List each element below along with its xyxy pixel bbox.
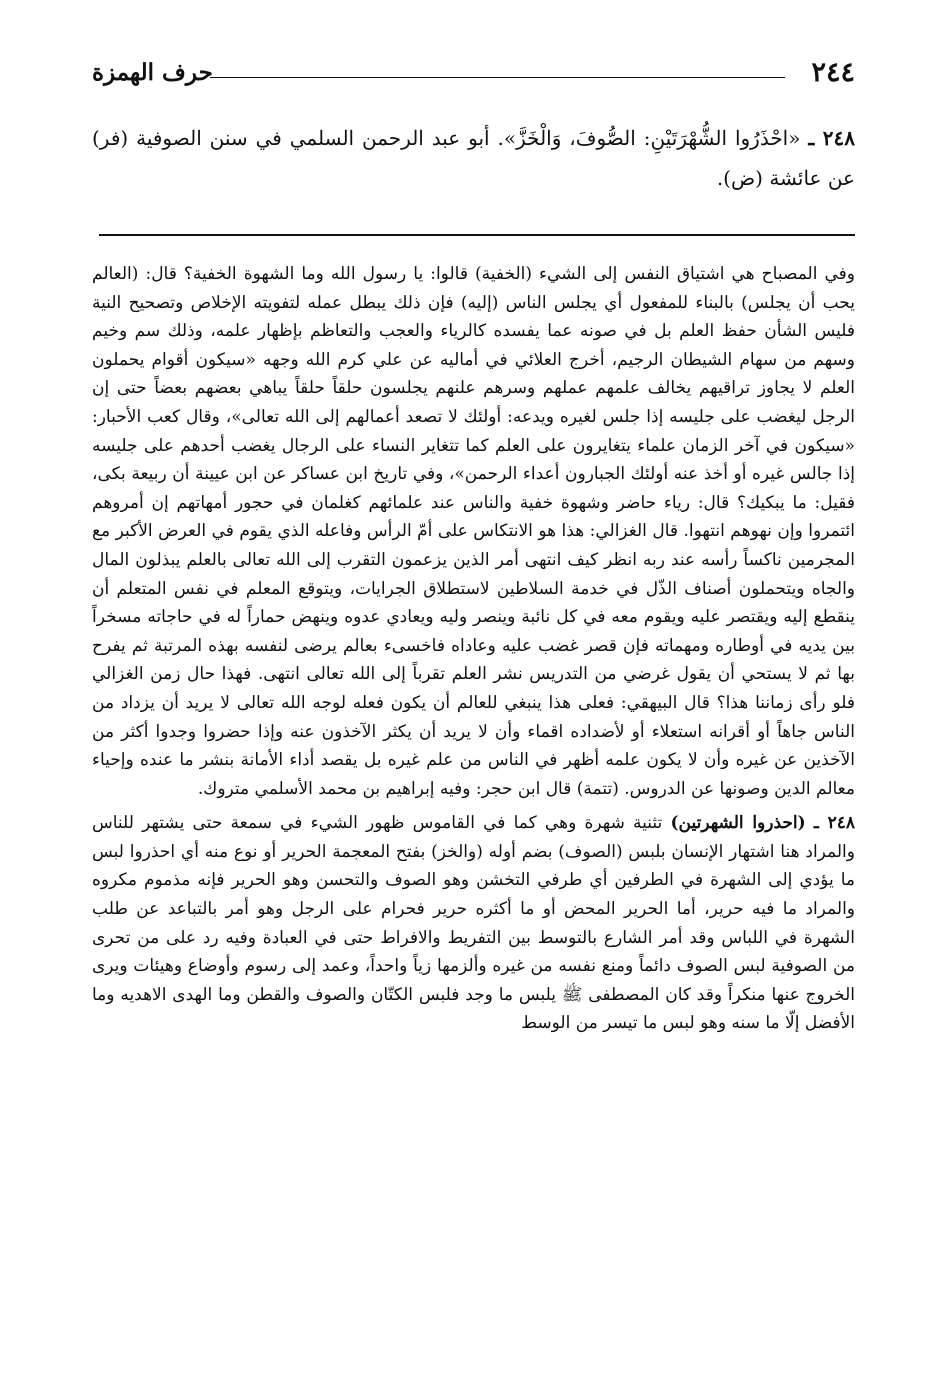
entry-number: ٢٤٨ ـ	[813, 813, 855, 834]
entry-explanation: تثنية شهرة وهي كما في القاموس ظهور الشيء في سمعة حتى يشتهر للناس والمراد هنا اشتهار الإنسان بلبس (الصوف) بضم أوله (والخز) بفتح المعجمة الحرير أو نوع منه أي احذروا لبس ما يؤدي إلى الشهرة في الطرفين أي طرفي التخشن وهو الصوف والتحسن وهو الحرير فإنه مذموم مكروه والمراد ما فيه حرير، أما الحرير المحض أو ما أكثره حرير فحرام على الرجل وهو أمر بالتباعد عن طلب الشهرة في اللباس وقد أمر الشارع بالتوسط بين التفريط والافراط حتى في العبادة وفيه رد على من تحرى من الصوفية لبس الصوف دائماً ومنع نفسه من غيره وألزمها زياً واحداً، وعمد إلى رسوم وأوضاع وهيئات ويرى الخروج عنها منكراً وقد كان المصطفى ﷺ يلبس ما وجد فلبس الكتّان والصوف والقطن وما الهدى الاهديه وما الأفضل إلّا ما سنه وهو لبس ما تيسر من الوسط	[92, 813, 855, 1034]
page-number: ٢٤٤	[811, 57, 855, 88]
entry-lemma: (احذروا الشهرتين)	[670, 813, 806, 834]
commentary-entry	[92, 809, 855, 1038]
commentary-separator	[99, 234, 855, 236]
running-head	[92, 52, 855, 94]
commentary	[92, 260, 855, 1038]
hadith-text	[92, 118, 855, 198]
hadith-quote: «احْذَرُوا الشُّهْرَتَيْنِ: الصُّوفَ، وَالْخَزَّ».	[497, 126, 801, 150]
hadith-source: أبو عبد الرحمن السلمي في سنن الصوفية (فر) عن عائشة (ض).	[92, 126, 855, 190]
chapter-title: حرف الهمزة	[92, 59, 213, 86]
header-rule	[210, 77, 785, 78]
hadith-number: ٢٤٨ ـ	[808, 126, 856, 150]
commentary-paragraph: وفي المصباح هي اشتياق النفس إلى الشيء (الخفية) قالوا: يا رسول الله وما الشهوة الخفية؟ قال: (العالم يحب أن يجلس) بالبناء للمفعول أي يجلس الناس (إليه) فإن ذلك يبطل عمله لتفويته الإخلاص وتصحيح النية فليس الشأن حفظ العلم بل في صونه عما يفسده كالرياء والعجب والتعاظم بإظهار علمه، وذلك سم وخيم وسهم من سهام الشيطان الرجيم، أخرج العلائي في أماليه عن علي كرم الله وجهه «سيكون أقوام يحملون العلم لا يجاوز تراقيهم يخالف علمهم عملهم وسرهم علنهم يجلسون حلقاً حلقاً يباهي بعضهم بعضاً حتى إن الرجل ليغضب على جليسه إذا جلس لغيره ويدعه: أولئك لا تصعد أعمالهم إلى الله تعالى»، وقال كعب الأحبار: «سيكون في آخر الزمان علماء يتغايرون على العلم كما تتغاير النساء على الرجال يغضب أحدهم على جليسه إذا جالس غيره أو أخذ عنه أولئك الجبارون أعداء الرحمن»، وفي تاريخ ابن عساكر عن ابن عيينة أن ربيعة بكى، فقيل: ما يبكيك؟ قال: رياء حاضر وشهوة خفية والناس عند علمائهم كغلمان في حجور أمهاتهم إن أمروهم ائتمروا وإن نهوهم انتهوا. قال الغزالي: هذا هو الانتكاس على أمّ الرأس وفاعله الذي يقوم في العرض الأكبر مع المجرمين ناكساً رأسه عند ربه انظر كيف انتهى أمر الذين يزعمون التقرب إلى الله تعالى بالعلم يبذلون المال والجاه ويتحملون أصناف الذّل في خدمة السلاطين لاستطلاق الجرايات، ويتوقع المعلم في نفس المتعلم أن ينقطع إليه ويقتصر عليه ويقوم معه في كل نائبة وينصر وليه ويعادي عدوه وينهض حماراً له في حاجاته مسخراً بين يديه في أوطاره ومهماته فإن قصر غضب عليه وعاداه فاخسىء بعالم يرضى لنفسه بهذه المرتبة ثم يفرح بها ثم لا يستحي أن يقول غرضي من التدريس نشر العلم تقرباً إلى الله تعالى انتهى. فهذا حال زمن الغزالي فلو رأى زماننا هذا؟ قال البيهقي: فعلى هذا ينبغي للعالم أن يكون فعله لوجه الله تعالى لا يريد أن يزداد من الناس جاهاً أو أقرانه استعلاء أو لأضداده اقماء وأن لا يريد أن يكثر الآخذون عنه وإذا حضروا وجدوا أكثر من الآخذين عن غيره وأن لا يكون علمه أظهر في الناس من علم غيره بل يقصد أداء الأمانة بنشر ما عنده وإحياء معالم الدين وصونها عن الدروس. (تتمة) قال ابن حجر: وفيه إبراهيم بن محمد الأسلمي متروك.	[92, 264, 855, 799]
